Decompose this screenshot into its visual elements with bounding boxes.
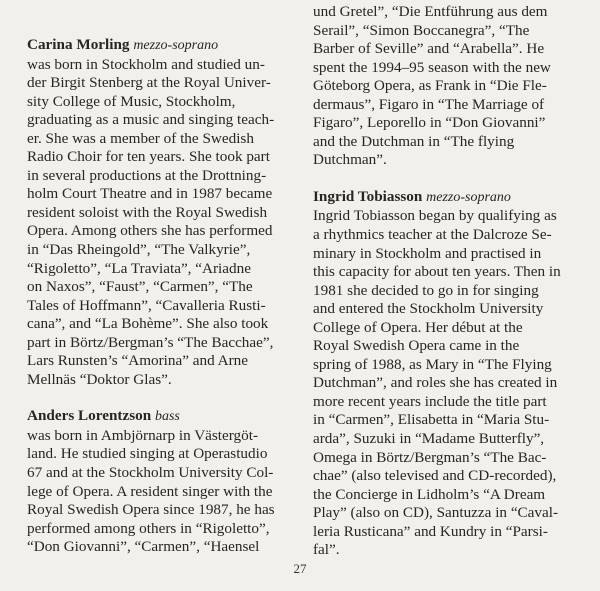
bio-line: sity College of Music, Stockholm, xyxy=(27,92,236,110)
page-number: 27 xyxy=(293,561,307,576)
bio-line: land. He studied singing at Operastudio xyxy=(27,445,268,463)
bio-line: Omega in Börtz/Bergman’s “The Bac- xyxy=(313,448,547,466)
bio-line: in “Carmen”, Elisabetta in “Maria Stu- xyxy=(313,411,550,429)
bio-line: was born in Stockholm and studied un- xyxy=(27,55,265,73)
bio-line: lege of Opera. A resident singer with the xyxy=(27,482,273,500)
bio-line: Dutchman”. xyxy=(313,151,387,169)
bio-line: “Don Giovanni”, “Carmen”, “Haensel xyxy=(27,538,260,556)
bio-anders-lorentzson-continued xyxy=(313,3,585,170)
bio-line: arda”, Suzuki in “Madame Butterfly”, xyxy=(313,430,545,448)
bio-line: 67 and at the Stockholm University Col- xyxy=(27,464,274,482)
bio-line: this capacity for about ten years. Then in xyxy=(313,263,561,281)
bio-line: the Concierge in Lidholm’s “A Dream xyxy=(313,485,546,503)
bio-line: spent the 1994–95 season with the new xyxy=(313,58,551,76)
bio-heading xyxy=(27,407,295,427)
singer-name: Ingrid Tobiasson xyxy=(313,187,423,205)
left-column xyxy=(27,36,295,557)
paragraph-gap xyxy=(27,389,295,407)
bio-line: Tales of Hoffmann”, “Cavalleria Rusti- xyxy=(27,296,266,314)
bio-line: “Rigoletto”, “La Traviata”, “Ariadne xyxy=(27,259,251,277)
bio-line: Serail”, “Simon Boccanegra”, “The xyxy=(313,21,530,39)
bio-line: in “Das Rheingold”, “The Valkyrie”, xyxy=(27,241,251,259)
voice-type: mezzo-soprano xyxy=(426,189,511,205)
bio-line: und Gretel”, “Die Entführung aus dem xyxy=(313,3,548,20)
bio-line: Dutchman”, and roles she has created in xyxy=(313,374,558,392)
bio-line: 1981 she decided to go in for singing xyxy=(313,281,539,299)
singer-name: Carina Morling xyxy=(27,36,130,53)
bio-line: College of Opera. Her début at the xyxy=(313,318,523,336)
bio-line: Royal Swedish Opera since 1987, he has xyxy=(27,501,275,519)
bio-line: and entered the Stockholm University xyxy=(313,300,544,318)
bio-line: dermaus”, Figaro in “The Marriage of xyxy=(313,95,545,113)
bio-line: graduating as a music and singing teach- xyxy=(27,111,275,129)
bio-line: Barber of Seville” and “Arabella”. He xyxy=(313,40,545,58)
bio-line: on Naxos”, “Faust”, “Carmen”, “The xyxy=(27,278,253,296)
bio-line: Royal Swedish Opera came in the xyxy=(313,337,520,355)
bio-heading xyxy=(27,36,295,56)
bio-line: holm Court Theatre and in 1987 became xyxy=(27,185,273,203)
bio-heading xyxy=(313,188,585,208)
bio-line: Radio Choir for ten years. She took part xyxy=(27,148,270,166)
bio-line: leria Rusticana” and Kundry in “Parsi- xyxy=(313,522,548,540)
voice-type: bass xyxy=(154,409,180,425)
bio-line: and the Dutchman in “The flying xyxy=(313,132,515,150)
bio-line: er. She was a member of the Swedish xyxy=(27,129,254,147)
bio-anders-lorentzson xyxy=(27,407,295,556)
voice-type: mezzo-soprano xyxy=(133,38,219,53)
bio-line: Ingrid Tobiasson began by qualifying as xyxy=(313,207,557,225)
bio-line: der Birgit Stenberg at the Royal Univer- xyxy=(27,74,271,92)
paragraph-gap xyxy=(313,170,585,188)
bio-line: Play” (also on CD), Santuzza in “Caval- xyxy=(313,504,559,522)
bio-line: in several productions at the Drottning- xyxy=(27,166,267,184)
bio-carina-morling xyxy=(27,36,295,389)
bio-ingrid-tobiasson xyxy=(313,188,585,560)
bio-line: part in Börtz/Bergman’s “The Bacchae”, xyxy=(27,333,274,351)
singer-name: Anders Lorentzson xyxy=(27,407,152,425)
bio-line: a rhythmics teacher at the Dalcroze Se- xyxy=(313,226,552,244)
bio-line: minary in Stockholm and practised in xyxy=(313,244,542,262)
bio-line: was born in Ambjörnarp in Västergöt- xyxy=(27,426,259,444)
bio-line: cana”, and “La Bohème”. She also took xyxy=(27,315,269,333)
bio-line: performed among others in “Rigoletto”, xyxy=(27,519,270,537)
bio-line: Göteborg Opera, as Frank in “Die Fle- xyxy=(313,77,547,95)
bio-line: Lars Runsten’s “Amorina” and Arne xyxy=(27,352,249,370)
right-column xyxy=(313,3,585,560)
bio-line: chae” (also televised and CD-recorded), xyxy=(313,467,557,485)
bio-line: Figaro”, Leporello in “Don Giovanni” xyxy=(313,114,546,132)
bio-line: fal”. xyxy=(313,541,340,559)
bio-line: Opera. Among others she has performed xyxy=(27,222,273,240)
bio-line: spring of 1988, as Mary in “The Flying xyxy=(313,355,552,373)
bio-line: Mellnäs “Doktor Glas”. xyxy=(27,370,172,388)
bio-line: more recent years include the title part xyxy=(313,392,547,410)
bio-line: resident soloist with the Royal Swedish xyxy=(27,203,268,221)
